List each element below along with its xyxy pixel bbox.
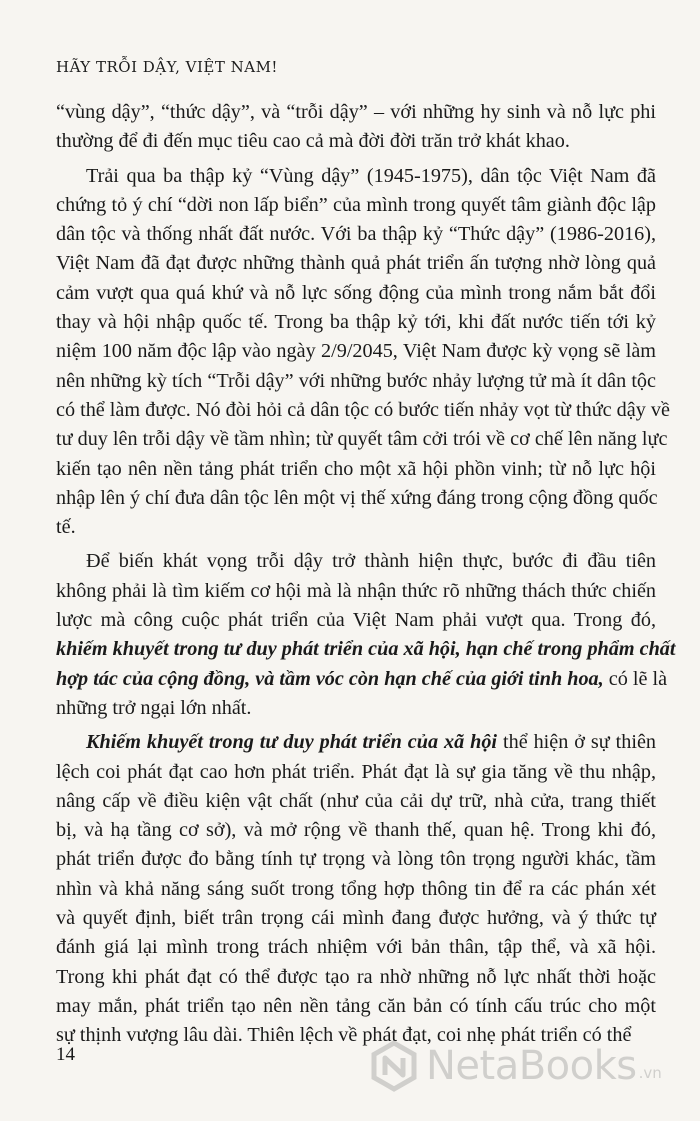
text-line (56, 220, 656, 249)
text-line (56, 98, 656, 127)
text-line (56, 249, 656, 278)
line-text: lược mà công cuộc phát triển của Việt Nam phải vượt qua. Trong đó, (56, 609, 656, 632)
text-line (56, 455, 656, 484)
text-line (56, 904, 656, 933)
line-text: có lẽ là (603, 667, 668, 690)
line-text: có thể làm được. Nó đòi hỏi cả dân tộc có bước tiến nhảy vọt từ thức dậy về (56, 398, 670, 421)
text-line (56, 547, 656, 576)
text-line (56, 279, 656, 308)
body-text (56, 98, 676, 1051)
line-text: tế. (56, 516, 76, 539)
text-line (56, 694, 656, 723)
text-line (56, 162, 656, 191)
line-text: phát triển được đo bằng tính tự trọng và lòng tôn trọng người khác, tầm (56, 848, 656, 871)
line-text: Trải qua ba thập kỷ “Vùng dậy” (1945-1975), dân tộc Việt Nam đã (86, 164, 656, 187)
text-line (56, 665, 668, 694)
text-line (56, 606, 656, 635)
text-line (56, 308, 656, 337)
line-text: nên những kỳ tích “Trỗi dậy” với những bước nhảy lượng tử mà ít dân tộc (56, 369, 656, 392)
text-line (56, 963, 656, 992)
brand-logo-icon (368, 1040, 420, 1092)
text-line (56, 425, 668, 454)
text-line (56, 728, 656, 757)
page-number: 14 (56, 1044, 75, 1065)
text-line (56, 337, 656, 366)
text-line (56, 787, 656, 816)
line-text: chứng tỏ ý chí “dời non lấp biển” của mình trong quyết tâm giành độc lập (56, 193, 656, 216)
line-text: kiến tạo nên nền tảng phát triển cho một xã hội phồn vinh; từ nỗ lực hội (56, 457, 656, 480)
line-text: bị, và hạ tầng cơ sở), và mở rộng về thanh thế, quan hệ. Trong khi đó, (56, 819, 656, 842)
emphasis-text: hợp tác của cộng đồng, và tầm vóc còn hạn chế của giới tinh hoa, (56, 667, 604, 690)
line-text: không phải là tìm kiếm cơ hội mà là nhận thức rõ những thách thức chiến (56, 579, 656, 602)
paragraph (56, 98, 656, 157)
line-text: nhập lên ý chí đưa dân tộc lên một vị thế xứng đáng trong cộng đồng quốc (56, 486, 658, 509)
paragraph (56, 728, 656, 1050)
paragraph (56, 547, 676, 723)
running-head: HÃY TRỖI DẬY, VIỆT NAM! (56, 58, 278, 76)
line-text: cảm vượt qua quá khứ và nỗ lực sống động của mình trong nắm bắt đổi (56, 281, 656, 304)
emphasis-text: khiếm khuyết trong tư duy phát triển của xã hội, hạn chế trong phẩm chất (56, 638, 676, 661)
line-text: may mắn, phát triển tạo nên nền tảng căn bản có tính cấu trúc cho một (56, 994, 656, 1017)
line-text: lệch coi phát đạt cao hơn phát triển. Phát đạt là sự gia tăng về thu nhập, (56, 760, 656, 783)
line-text: Việt Nam đã đạt được những thành quả phát triển ấn tượng nhờ lòng quả (56, 252, 656, 275)
text-line (56, 577, 656, 606)
paragraph (56, 162, 670, 543)
line-text: thay và hội nhập quốc tế. Trong ba thập kỷ tới, khi đất nước tiến tới kỷ (56, 311, 656, 334)
line-text: Để biến khát vọng trỗi dậy trở thành hiện thực, bước đi đầu tiên (86, 550, 656, 573)
watermark-brand: NetaBooks (426, 1043, 637, 1089)
line-text: đánh giá lại mình trong trách nhiệm với bản thân, tập thể, và xã hội. (56, 936, 656, 959)
text-line (56, 367, 656, 396)
watermark-suffix: .vn (638, 1064, 662, 1082)
line-text: nhìn và khả năng sáng suốt trong tổng hợp thông tin để ra các phán xét (56, 877, 656, 900)
text-line (56, 513, 656, 542)
text-line (56, 875, 656, 904)
text-line (56, 635, 676, 664)
line-text: thường để đi đến mục tiêu cao cả mà đời đời trăn trở khát khao. (56, 130, 570, 153)
text-line (56, 484, 656, 513)
text-line (56, 992, 656, 1021)
text-line (56, 845, 656, 874)
text-line (56, 816, 656, 845)
emphasis-text: Khiếm khuyết trong tư duy phát triển của xã hội (86, 731, 498, 754)
text-line (56, 933, 656, 962)
line-text: “vùng dậy”, “thức dậy”, và “trỗi dậy” – với những hy sinh và nỗ lực phi (56, 101, 656, 123)
text-line (56, 127, 656, 156)
watermark (368, 1040, 662, 1092)
line-text: và quyết định, biết trân trọng cái mình đang được hưởng, và ý thức tự (56, 907, 656, 930)
text-line (56, 758, 656, 787)
line-text: những trở ngại lớn nhất. (56, 696, 252, 719)
text-line (56, 396, 670, 425)
line-text: Trong khi phát đạt có thể được tạo ra nhờ những nỗ lực nhất thời hoặc (56, 965, 656, 988)
line-text: thể hiện ở sự thiên (497, 731, 656, 754)
line-text: tư duy lên trỗi dậy về tầm nhìn; từ quyết tâm cởi trói về cơ chế lên năng lực (56, 428, 668, 451)
line-text: dân tộc và thống nhất đất nước. Với ba thập kỷ “Thức dậy” (1986-2016), (56, 223, 656, 246)
text-line (56, 191, 656, 220)
line-text: niệm 100 năm độc lập vào ngày 2/9/2045, Việt Nam được kỳ vọng sẽ làm (56, 340, 656, 363)
line-text: sự thịnh vượng lâu dài. Thiên lệch về phát đạt, coi nhẹ phát triển có thể (56, 1024, 632, 1047)
line-text: nâng cấp về điều kiện vật chất (như của cải dự trữ, nhà cửa, trang thiết (56, 789, 656, 812)
